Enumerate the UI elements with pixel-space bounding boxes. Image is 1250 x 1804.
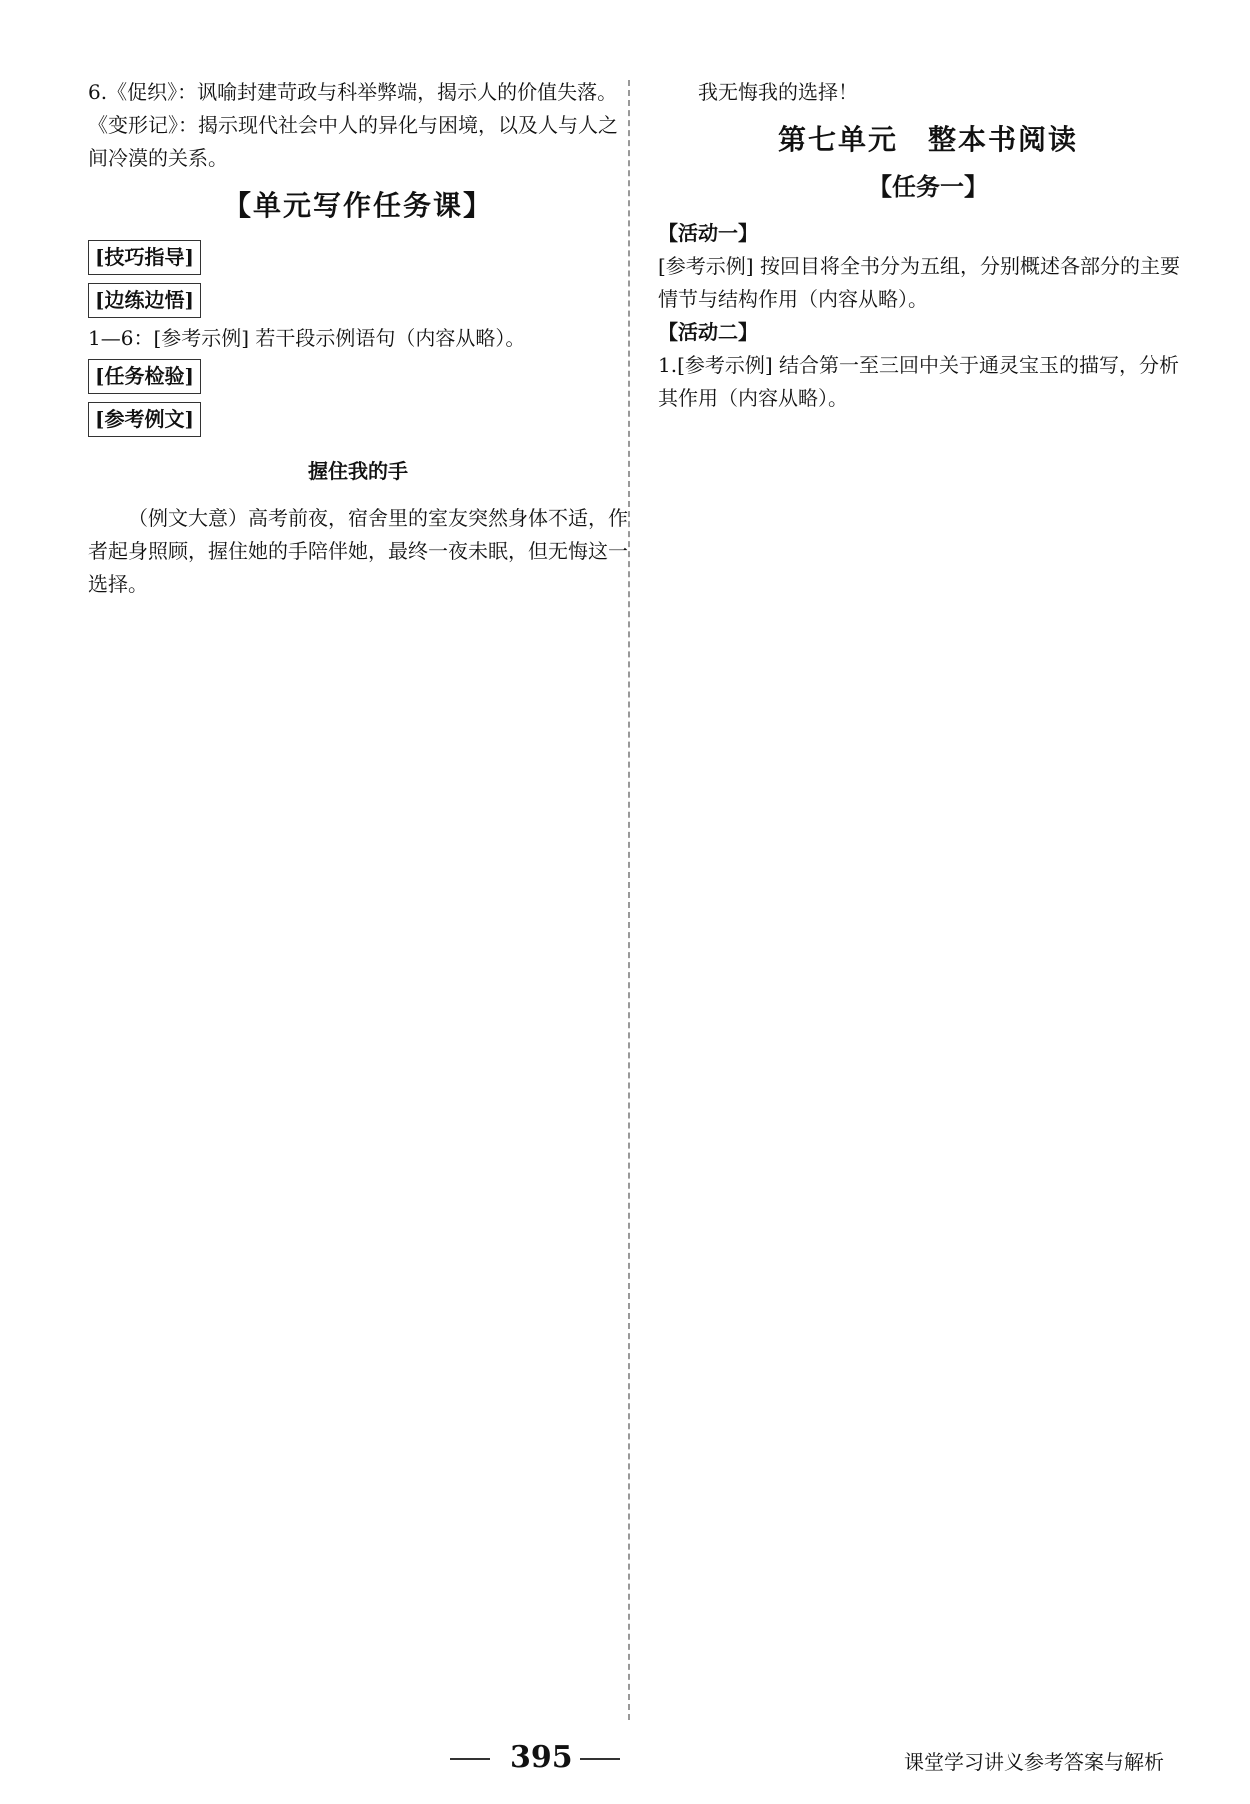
examples-summary: 1—6：[参考示例] 若干段示例语句（内容从略）。: [88, 326, 526, 350]
footer-dash-left: [450, 1758, 490, 1760]
right-column: [658, 76, 1198, 415]
tag-sample-essay: [参考例文]: [88, 402, 201, 437]
unit-title: 第七单元 整本书阅读: [777, 123, 1078, 156]
essay-title: 握住我的手: [308, 459, 408, 483]
tag-skill-guide: [技巧指导]: [88, 240, 201, 275]
left-column: [88, 76, 628, 601]
activity-2-heading: 【活动二】: [658, 320, 758, 344]
essay-end: 我无悔我的选择！: [698, 80, 858, 104]
activity-1-summary: [参考示例] 按回目将全书分为五组，分别概述各部分的主要情节与结构作用（内容从略）。: [658, 254, 1180, 311]
essay-summary: （例文大意）高考前夜，宿舍里的室友突然身体不适，作者起身照顾，握住她的手陪伴她，最终一夜未眠，但无悔这一选择。: [88, 506, 628, 596]
activity-1-heading: 【活动一】: [658, 221, 758, 245]
footer-label: 课堂学习讲义参考答案与解析: [904, 1750, 1164, 1774]
section-title-writing: 【单元写作任务课】: [222, 189, 493, 222]
page-footer: [0, 1740, 1250, 1780]
page-number: 395: [510, 1740, 573, 1775]
task-title: 【任务一】: [868, 172, 988, 201]
column-divider: [628, 80, 630, 1720]
tag-practice: [边练边悟]: [88, 283, 201, 318]
activity-2-summary: 1.[参考示例] 结合第一至三回中关于通灵宝玉的描写，分析其作用（内容从略）。: [658, 353, 1180, 410]
footer-dash-right: [580, 1758, 620, 1760]
item-6-summary: 6.《促织》：讽喻封建苛政与科举弊端，揭示人的价值失落。《变形记》：揭示现代社会中人的异化与困境，以及人与人之间冷漠的关系。: [88, 80, 618, 170]
tag-task-check: [任务检验]: [88, 359, 201, 394]
